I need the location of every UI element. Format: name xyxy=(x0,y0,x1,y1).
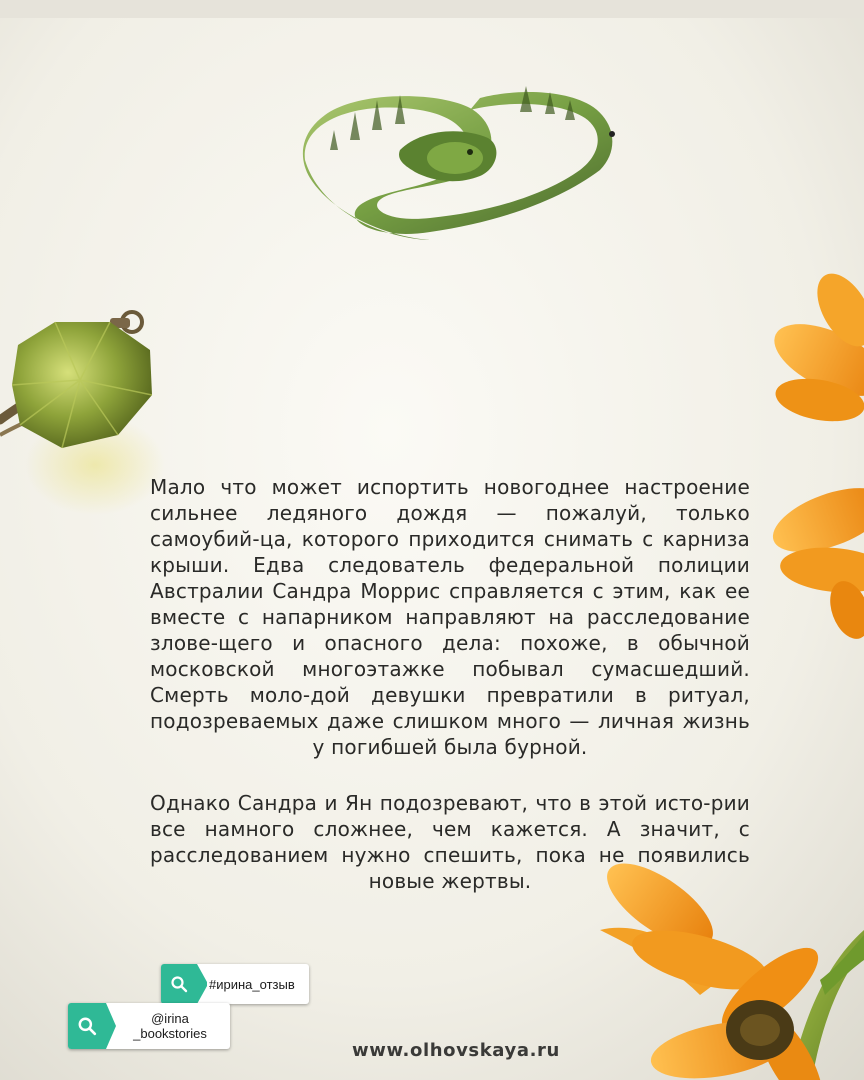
hashtag-label: #ирина_отзыв xyxy=(209,976,295,992)
book-description-continued xyxy=(150,790,750,894)
profile-sticker[interactable] xyxy=(68,1003,230,1049)
profile-handle: @irina _bookstories xyxy=(133,1011,207,1041)
publisher-website: www.olhovskaya.ru xyxy=(352,1040,560,1061)
blurb-paragraph-1: Мало что может испортить новогоднее настроение сильнее ледяного дождя — пожалуй, только самоубий-ца, которого приходится снимать с карниза крыши. Едва следователь федеральной полиции Австралии Сандра Моррис справляется с этим, как ее вместе с напарником направляют на расследование злове-щего и опасного дела: похоже, в обычной московской многоэтажке побывал сумасшедший. Смерть моло-дой девушки превратили в ритуал, подозреваемых даже слишком много — личная жизнь у погибшей была бурной. xyxy=(150,475,750,759)
blurb-paragraph-2: Однако Сандра и Ян подозревают, что в этой исто-рии все намного сложнее, чем кажется. А значит, с расследованием нужно спешить, пока не появились новые жертвы. xyxy=(150,791,750,893)
book-description xyxy=(150,474,750,760)
page-edge-shadow xyxy=(0,0,864,18)
hashtag-sticker[interactable] xyxy=(161,964,309,1004)
search-icon xyxy=(161,964,197,1004)
search-icon xyxy=(68,1003,106,1049)
